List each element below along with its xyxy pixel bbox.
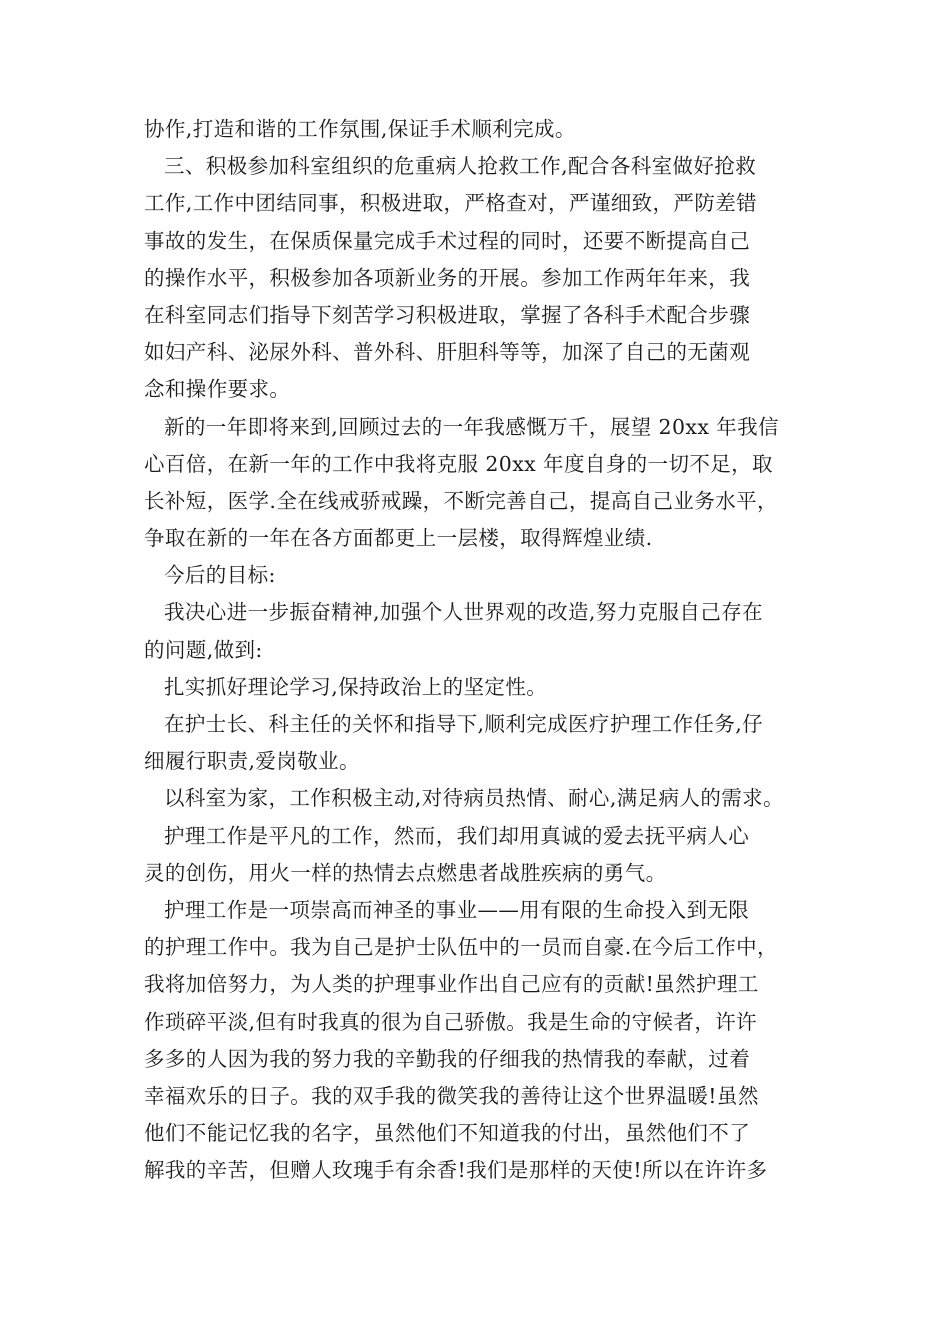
text-line: 新的一年即将来到,回顾过去的一年我感慨万千，展望 20xx 年我信 <box>164 414 779 439</box>
text-line: 细履行职责,爱岗敬业。 <box>144 749 360 774</box>
text-line: 的问题,做到: <box>144 637 263 662</box>
text-line: 在护士长、科主任的关怀和指导下,顺利完成医疗护理工作任务,仔 <box>164 712 764 736</box>
document-body <box>144 111 820 1189</box>
text-line: 多多的人因为我的努力我的辛勤我的仔细我的热情我的奉献，过着 <box>144 1046 751 1071</box>
text-line: 扎实抓好理论学习,保持政治上的坚定性。 <box>164 674 548 699</box>
text-line: 协作,打造和谐的工作氛围,保证手术顺利完成。 <box>144 117 576 141</box>
text-line: 今后的目标: <box>164 563 276 588</box>
text-line: 护理工作是平凡的工作，然而，我们却用真诚的爱去抚平病人心 <box>164 823 750 848</box>
text-line: 事故的发生，在保质保量完成手术过程的同时，还要不断提高自己 <box>144 228 751 253</box>
text-line: 念和操作要求。 <box>144 377 291 402</box>
text-line: 灵的创伤，用火一样的热情去点燃患者战胜疾病的勇气。 <box>144 860 667 885</box>
text-line: 心百倍，在新一年的工作中我将克服 20xx 年度自身的一切不足，取 <box>144 451 773 476</box>
text-line: 的操作水平，积极参加各项新业务的开展。参加工作两年年来，我 <box>144 265 751 290</box>
text-line: 争取在新的一年在各方面都更上一层楼，取得辉煌业绩. <box>144 526 653 551</box>
text-line: 的护理工作中。我为自己是护士队伍中的一员而自豪.在今后工作中， <box>144 935 778 960</box>
text-line: 幸福欢乐的日子。我的双手我的微笑我的善待让这个世界温暖!虽然 <box>144 1083 759 1108</box>
text-line: 在科室同志们指导下刻苦学习积极进取，掌握了各科手术配合步骤 <box>144 302 751 327</box>
text-line: 工作,工作中团结同事，积极进取，严格查对，严谨细致，严防差错 <box>144 191 758 216</box>
text-line: 解我的辛苦，但赠人玫瑰手有余香!我们是那样的天使!所以在许许多 <box>144 1158 768 1183</box>
text-line: 我将加倍努力，为人类的护理事业作出自己应有的贡献!虽然护理工 <box>144 972 759 997</box>
text-line: 作琐碎平淡,但有时我真的很为自己骄傲。我是生命的守候者，许许 <box>144 1009 758 1034</box>
text-line: 以科室为家，工作积极主动,对待病员热情、耐心,满足病人的需求。 <box>164 786 784 811</box>
text-line: 护理工作是一项崇高而神圣的事业——用有限的生命投入到无限 <box>164 897 750 922</box>
text-line: 三、积极参加科室组织的危重病人抢救工作,配合各科室做好抢救 <box>164 154 757 179</box>
text-line: 如妇产科、泌尿外科、普外科、肝胆科等等，加深了自己的无菌观 <box>144 340 751 365</box>
text-line: 我决心进一步振奋精神,加强个人世界观的改造,努力克服自己存在 <box>164 600 764 625</box>
text-line: 他们不能记忆我的名字，虽然他们不知道我的付出，虽然他们不了 <box>144 1121 751 1146</box>
text-line: 长补短，医学.全在线戒骄戒躁，不断完善自己，提高自己业务水平， <box>144 488 778 513</box>
